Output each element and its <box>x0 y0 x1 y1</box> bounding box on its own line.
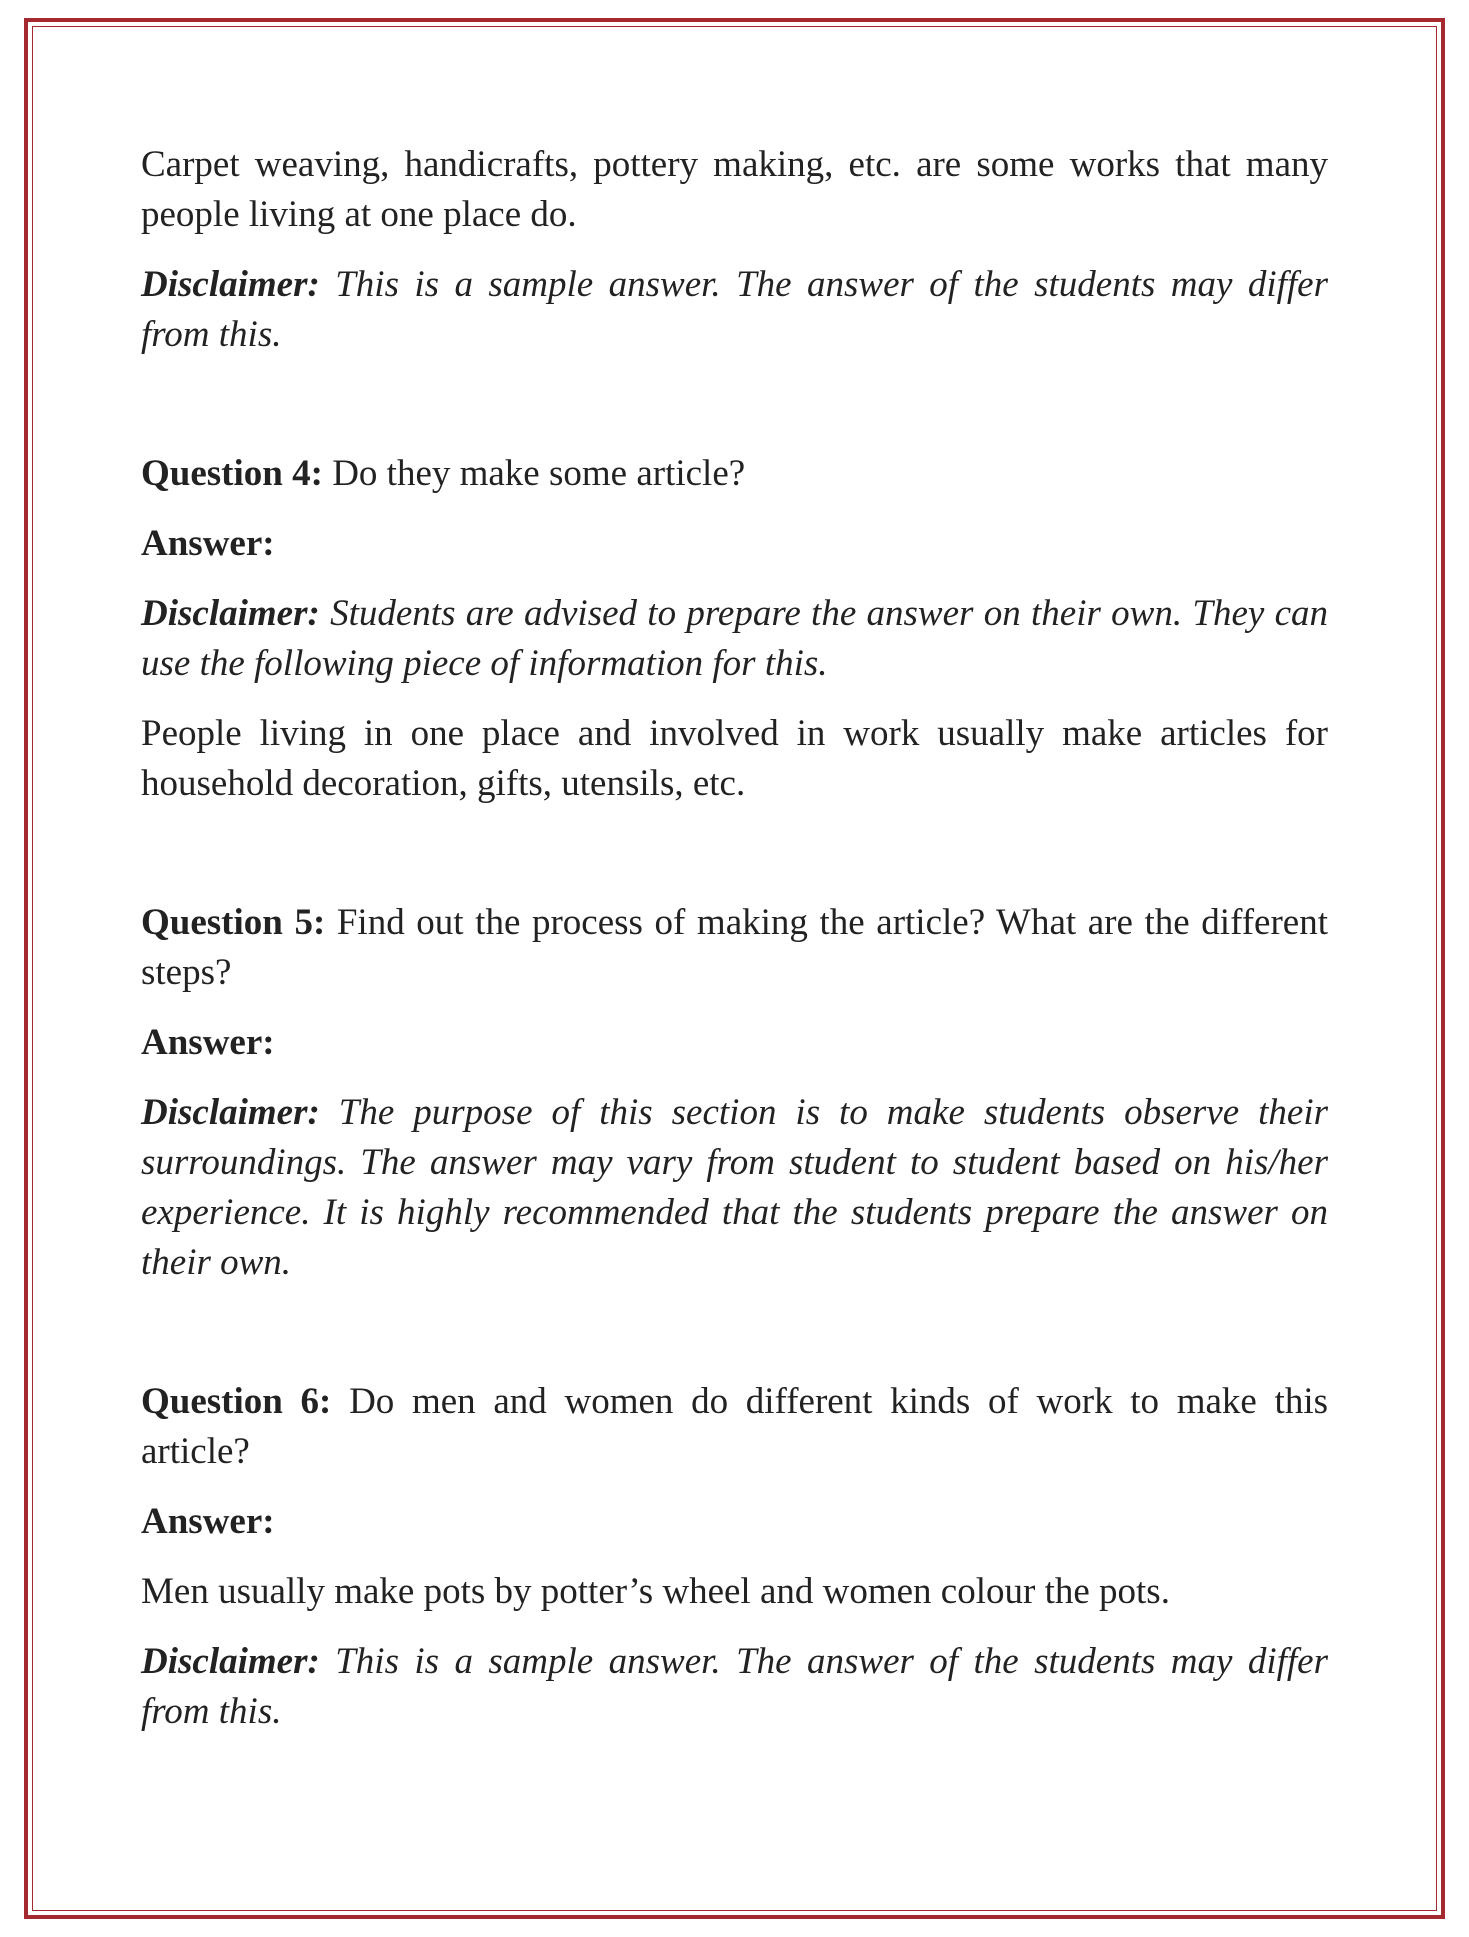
disclaimer-label: Disclaimer: <box>141 593 320 634</box>
disclaimer-text: This is a sample answer. The answer of the students may differ from this. <box>141 264 1328 355</box>
question-4 <box>141 449 1328 499</box>
q6-disclaimer <box>141 1637 1328 1737</box>
question-label: Question 6: <box>141 1381 332 1422</box>
question-6 <box>141 1377 1328 1477</box>
disclaimer-label: Disclaimer: <box>141 264 320 305</box>
question-text: Do men and women do different kinds of work to make this article? <box>141 1381 1328 1472</box>
answer-label: Answer: <box>141 1022 275 1063</box>
question-5 <box>141 898 1328 998</box>
q4-disclaimer <box>141 589 1328 689</box>
intro-answer-text: Carpet weaving, handicrafts, pottery making, etc. are some works that many people living at one place do. <box>141 144 1328 235</box>
disclaimer-text: This is a sample answer. The answer of the students may differ from this. <box>141 1641 1328 1732</box>
intro-disclaimer <box>141 260 1328 360</box>
q4-answer-text: People living in one place and involved in work usually make articles for household decoration, gifts, utensils, etc. <box>141 713 1328 804</box>
answer-label: Answer: <box>141 523 275 564</box>
question-text: Find out the process of making the article? What are the different steps? <box>141 902 1328 993</box>
disclaimer-text: The purpose of this section is to make students observe their surroundings. The answer may vary from student to student based on his/her experience. It is highly recommended that the students prepare the answer on their own. <box>141 1092 1329 1283</box>
disclaimer-text: Students are advised to prepare the answer on their own. They can use the following piece of information for this. <box>141 593 1329 684</box>
question-text: Do they make some article? <box>332 453 746 494</box>
disclaimer-label: Disclaimer: <box>141 1641 320 1682</box>
question-label: Question 4: <box>141 453 323 494</box>
question-label: Question 5: <box>141 902 326 943</box>
q6-answer-text: Men usually make pots by potter’s wheel and women colour the pots. <box>141 1571 1170 1612</box>
answer-label: Answer: <box>141 1501 275 1542</box>
document-content <box>141 140 1328 1737</box>
q5-disclaimer <box>141 1088 1328 1288</box>
disclaimer-label: Disclaimer: <box>141 1092 320 1133</box>
